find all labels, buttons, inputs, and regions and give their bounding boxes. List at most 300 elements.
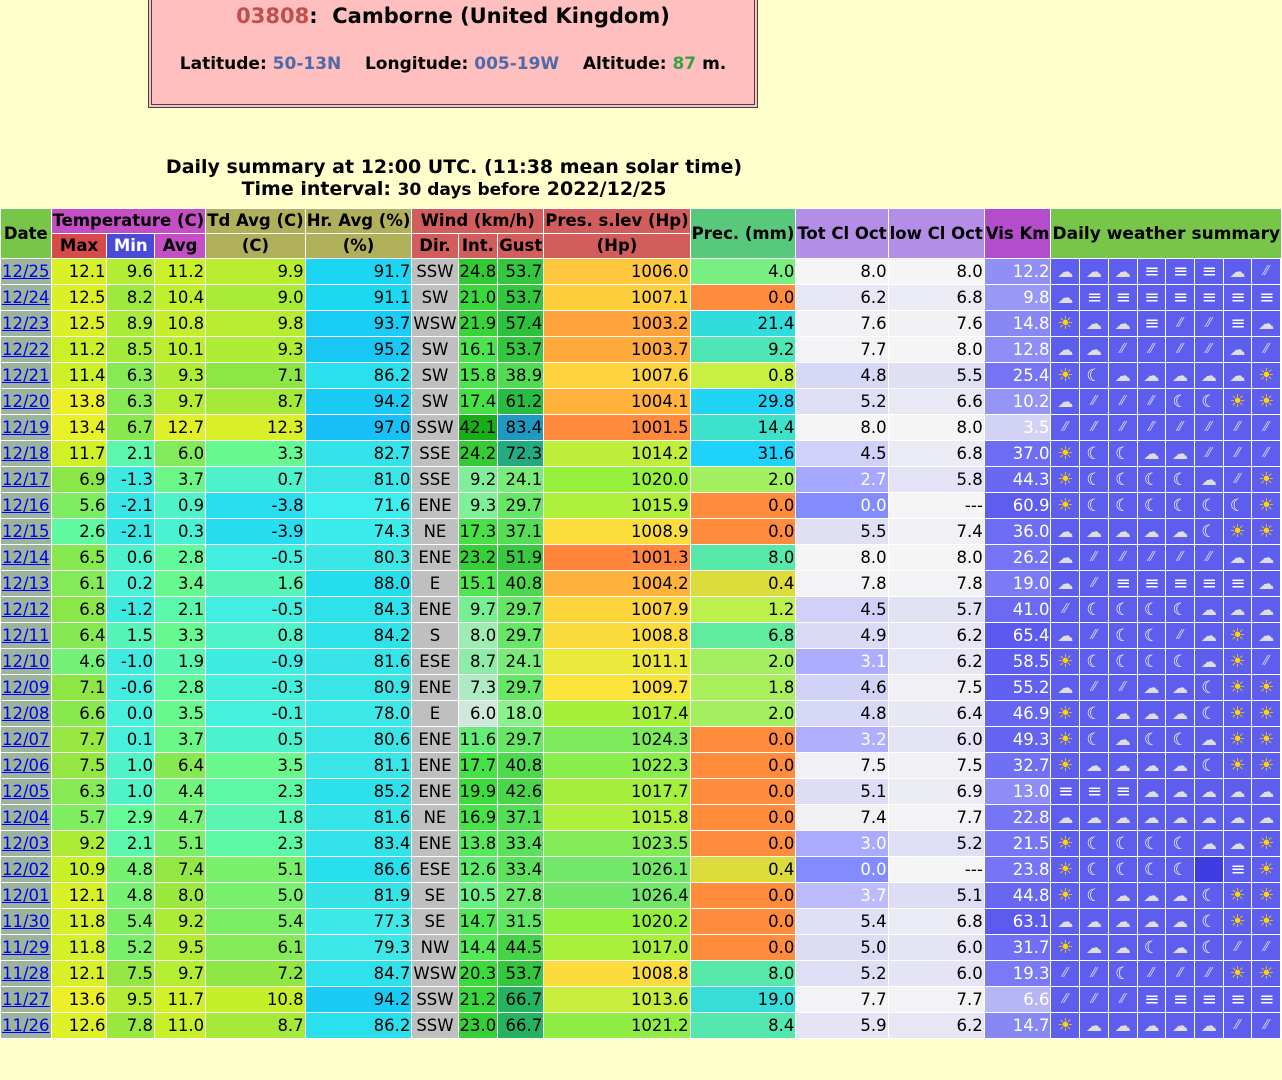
date-link[interactable]: 12/04 (2, 808, 50, 827)
table-row (1, 1013, 1282, 1039)
moon-icon: ☾ (1138, 935, 1167, 960)
date-cell[interactable] (1, 961, 52, 987)
weather-icons-cell (1051, 389, 1282, 415)
cloud-icon: ☁ (1195, 649, 1224, 674)
cloud-icon: ☁ (1109, 727, 1138, 752)
pressure-cell: 1011.1 (544, 649, 690, 675)
precip-cell: 9.2 (690, 337, 796, 363)
wind-gust-cell: 24.1 (498, 467, 544, 493)
cloud-icon: ☁ (1138, 1013, 1167, 1038)
wind-dir-cell: ENE (412, 675, 458, 701)
sun-icon: ☀ (1224, 519, 1253, 544)
moon-icon: ☾ (1195, 493, 1224, 518)
cloud-icon: ☁ (1195, 623, 1224, 648)
date-link[interactable]: 12/24 (2, 288, 50, 307)
wind-dir-cell: E (412, 701, 458, 727)
weather-icons-cell (1051, 285, 1282, 311)
cloud-icon: ☁ (1252, 545, 1281, 570)
weather-icons-cell (1051, 649, 1282, 675)
date-link[interactable]: 12/21 (2, 366, 50, 385)
fog-icon: ≡ (1166, 259, 1195, 284)
moon-icon: ☾ (1138, 649, 1167, 674)
table-row (1, 441, 1282, 467)
cloud-icon: ☁ (1109, 701, 1138, 726)
date-link[interactable]: 12/09 (2, 678, 50, 697)
date-cell[interactable] (1, 493, 52, 519)
precip-cell: 0.0 (690, 779, 796, 805)
cloud-icon: ☁ (1109, 519, 1138, 544)
date-cell[interactable] (1, 649, 52, 675)
cloud-icon: ☁ (1166, 1013, 1195, 1038)
date-cell[interactable] (1, 935, 52, 961)
rain-icon: ⁄⁄ (1109, 389, 1138, 414)
empty-icon (1195, 857, 1224, 882)
date-cell[interactable] (1, 441, 52, 467)
header-td-unit: (C) (206, 234, 306, 259)
rain-icon: ⁄⁄ (1252, 415, 1281, 440)
fog-icon: ≡ (1138, 311, 1167, 336)
cloud-icon: ☁ (1051, 805, 1080, 830)
cloud-icon: ☁ (1080, 909, 1109, 934)
date-cell[interactable] (1, 571, 52, 597)
rain-icon: ⁄⁄ (1109, 987, 1138, 1012)
weather-icons-cell (1051, 701, 1282, 727)
visibility-cell: 12.2 (984, 259, 1051, 285)
humidity-cell: 74.3 (305, 519, 412, 545)
header-visibility: Vis Km (984, 209, 1051, 259)
wind-gust-cell: 40.8 (498, 753, 544, 779)
sun-icon: ☀ (1224, 623, 1253, 648)
pressure-cell: 1004.2 (544, 571, 690, 597)
visibility-cell: 60.9 (984, 493, 1051, 519)
total-cloud-cell: 3.0 (796, 831, 888, 857)
total-cloud-cell: 6.2 (796, 285, 888, 311)
visibility-cell: 26.2 (984, 545, 1051, 571)
date-link[interactable]: 12/08 (2, 704, 50, 723)
avg-temp-cell: 10.4 (155, 285, 206, 311)
cloud-icon: ☁ (1138, 675, 1167, 700)
weather-icons-cell (1051, 259, 1282, 285)
cloud-icon: ☁ (1252, 311, 1281, 336)
cloud-icon: ☁ (1109, 311, 1138, 336)
precip-cell: 0.8 (690, 363, 796, 389)
visibility-cell: 14.7 (984, 1013, 1051, 1039)
total-cloud-cell: 8.0 (796, 545, 888, 571)
cloud-icon: ☁ (1109, 909, 1138, 934)
visibility-cell: 25.4 (984, 363, 1051, 389)
avg-temp-cell: 5.1 (155, 831, 206, 857)
sun-icon: ☀ (1252, 519, 1281, 544)
visibility-cell: 44.8 (984, 883, 1051, 909)
rain-icon: ⁄⁄ (1252, 1013, 1281, 1038)
date-link[interactable]: 12/19 (2, 418, 50, 437)
dew-point-cell: -0.3 (206, 675, 306, 701)
date-link[interactable]: 12/23 (2, 314, 50, 333)
date-cell[interactable] (1, 779, 52, 805)
date-cell[interactable] (1, 259, 52, 285)
dew-point-cell: 6.1 (206, 935, 306, 961)
cloud-icon: ☁ (1051, 675, 1080, 700)
date-cell[interactable] (1, 753, 52, 779)
rain-icon: ⁄⁄ (1051, 415, 1080, 440)
total-cloud-cell: 4.5 (796, 441, 888, 467)
total-cloud-cell: 7.7 (796, 987, 888, 1013)
weather-icons-cell (1051, 1013, 1282, 1039)
wind-int-cell: 10.5 (458, 883, 498, 909)
moon-icon: ☾ (1080, 493, 1109, 518)
min-temp-cell: 2.1 (107, 441, 155, 467)
low-cloud-cell: 6.0 (888, 727, 984, 753)
fog-icon: ≡ (1080, 285, 1109, 310)
pressure-cell: 1026.4 (544, 883, 690, 909)
dew-point-cell: -0.9 (206, 649, 306, 675)
table-row (1, 883, 1282, 909)
rain-icon: ⁄⁄ (1224, 441, 1253, 466)
moon-icon: ☾ (1080, 649, 1109, 674)
humidity-cell: 71.6 (305, 493, 412, 519)
rain-icon: ⁄⁄ (1195, 961, 1224, 986)
fog-icon: ≡ (1195, 285, 1224, 310)
avg-temp-cell: 0.3 (155, 519, 206, 545)
date-link[interactable]: 12/03 (2, 834, 50, 853)
min-temp-cell: 0.2 (107, 571, 155, 597)
cloud-icon: ☁ (1252, 805, 1281, 830)
wind-int-cell: 23.0 (458, 1013, 498, 1039)
rain-icon: ⁄⁄ (1109, 415, 1138, 440)
min-temp-cell: 1.0 (107, 779, 155, 805)
cloud-icon: ☁ (1166, 363, 1195, 388)
wind-dir-cell: ENE (412, 779, 458, 805)
date-cell[interactable] (1, 987, 52, 1013)
date-cell[interactable] (1, 467, 52, 493)
date-cell[interactable] (1, 675, 52, 701)
cloud-icon: ☁ (1109, 259, 1138, 284)
humidity-cell: 86.2 (305, 1013, 412, 1039)
low-cloud-cell: 7.5 (888, 675, 984, 701)
low-cloud-cell: 5.1 (888, 883, 984, 909)
date-link[interactable]: 12/20 (2, 392, 50, 411)
moon-icon: ☾ (1166, 389, 1195, 414)
date-cell[interactable] (1, 1013, 52, 1039)
weather-icons-cell (1051, 493, 1282, 519)
cloud-icon: ☁ (1080, 753, 1109, 778)
low-cloud-cell: 6.2 (888, 649, 984, 675)
rain-icon: ⁄⁄ (1224, 415, 1253, 440)
date-link[interactable]: 12/15 (2, 522, 50, 541)
date-cell[interactable] (1, 883, 52, 909)
rain-icon: ⁄⁄ (1224, 935, 1253, 960)
altitude-label: Altitude: (582, 54, 667, 74)
precip-cell: 0.0 (690, 935, 796, 961)
date-link[interactable]: 12/06 (2, 756, 50, 775)
station-position (152, 54, 754, 74)
min-temp-cell: 6.3 (107, 363, 155, 389)
precip-cell: 21.4 (690, 311, 796, 337)
pressure-cell: 1007.6 (544, 363, 690, 389)
wind-dir-cell: ENE (412, 597, 458, 623)
header-hp: (Hp) (544, 234, 690, 259)
date-link[interactable]: 11/29 (2, 938, 50, 957)
cloud-icon: ☁ (1051, 285, 1080, 310)
max-temp-cell: 5.7 (51, 805, 107, 831)
date-link[interactable]: 11/30 (2, 912, 50, 931)
wind-int-cell: 24.8 (458, 259, 498, 285)
wind-gust-cell: 83.4 (498, 415, 544, 441)
visibility-cell: 10.2 (984, 389, 1051, 415)
humidity-cell: 77.3 (305, 909, 412, 935)
total-cloud-cell: 8.0 (796, 415, 888, 441)
max-temp-cell: 12.1 (51, 961, 107, 987)
weather-icons-cell (1051, 753, 1282, 779)
header-hr-unit: (%) (305, 234, 412, 259)
total-cloud-cell: 7.5 (796, 753, 888, 779)
min-temp-cell: -2.1 (107, 493, 155, 519)
visibility-cell: 31.7 (984, 935, 1051, 961)
cloud-icon: ☁ (1051, 519, 1080, 544)
max-temp-cell: 13.6 (51, 987, 107, 1013)
date-cell[interactable] (1, 389, 52, 415)
date-link[interactable]: 11/26 (2, 1016, 50, 1035)
humidity-cell: 93.7 (305, 311, 412, 337)
max-temp-cell: 12.1 (51, 259, 107, 285)
moon-icon: ☾ (1195, 675, 1224, 700)
date-link[interactable]: 12/10 (2, 652, 50, 671)
date-cell[interactable] (1, 909, 52, 935)
cloud-icon: ☁ (1080, 519, 1109, 544)
total-cloud-cell: 3.1 (796, 649, 888, 675)
humidity-cell: 91.7 (305, 259, 412, 285)
summary-label: Daily summary at (165, 156, 355, 178)
total-cloud-cell: 7.8 (796, 571, 888, 597)
min-temp-cell: 5.2 (107, 935, 155, 961)
date-cell[interactable] (1, 857, 52, 883)
wind-dir-cell: SE (412, 909, 458, 935)
low-cloud-cell: 7.7 (888, 987, 984, 1013)
date-link[interactable]: 12/22 (2, 340, 50, 359)
fog-icon: ≡ (1166, 571, 1195, 596)
max-temp-cell: 10.9 (51, 857, 107, 883)
date-link[interactable]: 12/05 (2, 782, 50, 801)
fog-icon: ≡ (1224, 285, 1253, 310)
cloud-icon: ☁ (1166, 805, 1195, 830)
date-cell[interactable] (1, 311, 52, 337)
date-cell[interactable] (1, 701, 52, 727)
dew-point-cell: 9.8 (206, 311, 306, 337)
table-row (1, 987, 1282, 1013)
pressure-cell: 1007.1 (544, 285, 690, 311)
date-link[interactable]: 12/13 (2, 574, 50, 593)
date-cell[interactable] (1, 805, 52, 831)
sun-icon: ☀ (1051, 311, 1080, 336)
avg-temp-cell: 3.7 (155, 727, 206, 753)
wind-gust-cell: 53.7 (498, 961, 544, 987)
moon-icon: ☾ (1080, 727, 1109, 752)
max-temp-cell: 7.1 (51, 675, 107, 701)
fog-icon: ≡ (1138, 259, 1167, 284)
date-link[interactable]: 11/28 (2, 964, 50, 983)
dew-point-cell: 5.4 (206, 909, 306, 935)
wind-gust-cell: 44.5 (498, 935, 544, 961)
cloud-icon: ☁ (1138, 701, 1167, 726)
sun-icon: ☀ (1224, 701, 1253, 726)
cloud-icon: ☁ (1224, 597, 1253, 622)
moon-icon: ☾ (1195, 935, 1224, 960)
dew-point-cell: 1.6 (206, 571, 306, 597)
precip-cell: 0.0 (690, 909, 796, 935)
date-link[interactable]: 12/11 (2, 626, 50, 645)
date-cell[interactable] (1, 831, 52, 857)
date-cell[interactable] (1, 597, 52, 623)
cloud-icon: ☁ (1195, 597, 1224, 622)
max-temp-cell: 13.8 (51, 389, 107, 415)
header-daily-summary: Daily weather summary (1051, 209, 1282, 259)
date-cell[interactable] (1, 519, 52, 545)
pressure-cell: 1024.3 (544, 727, 690, 753)
wind-dir-cell: SSW (412, 1013, 458, 1039)
wind-gust-cell: 40.8 (498, 571, 544, 597)
fog-icon: ≡ (1051, 779, 1080, 804)
precip-cell: 2.0 (690, 467, 796, 493)
table-row (1, 571, 1282, 597)
date-link[interactable]: 12/12 (2, 600, 50, 619)
wind-int-cell: 9.7 (458, 597, 498, 623)
moon-icon: ☾ (1109, 961, 1138, 986)
header-dir: Dir. (412, 234, 458, 259)
pressure-cell: 1007.9 (544, 597, 690, 623)
date-cell[interactable] (1, 415, 52, 441)
date-cell[interactable] (1, 363, 52, 389)
moon-icon: ☾ (1080, 597, 1109, 622)
cloud-icon: ☁ (1138, 883, 1167, 908)
total-cloud-cell: 3.2 (796, 727, 888, 753)
moon-icon: ☾ (1166, 467, 1195, 492)
wind-gust-cell: 42.6 (498, 779, 544, 805)
wind-dir-cell: SSW (412, 415, 458, 441)
date-cell[interactable] (1, 623, 52, 649)
wind-dir-cell: SSW (412, 987, 458, 1013)
date-link[interactable]: 12/02 (2, 860, 50, 879)
wind-gust-cell: 72.3 (498, 441, 544, 467)
total-cloud-cell: 3.7 (796, 883, 888, 909)
date-cell[interactable] (1, 545, 52, 571)
moon-icon: ☾ (1166, 597, 1195, 622)
header-temperature: Temperature (C) (51, 209, 206, 234)
wind-int-cell: 42.1 (458, 415, 498, 441)
visibility-cell: 23.8 (984, 857, 1051, 883)
table-row (1, 675, 1282, 701)
pressure-cell: 1020.2 (544, 909, 690, 935)
avg-temp-cell: 9.2 (155, 909, 206, 935)
rain-icon: ⁄⁄ (1109, 337, 1138, 362)
total-cloud-cell: 7.6 (796, 311, 888, 337)
max-temp-cell: 12.1 (51, 883, 107, 909)
max-temp-cell: 11.2 (51, 337, 107, 363)
cloud-icon: ☁ (1195, 363, 1224, 388)
rain-icon: ⁄⁄ (1080, 675, 1109, 700)
wind-dir-cell: ESE (412, 857, 458, 883)
wind-dir-cell: SW (412, 363, 458, 389)
rain-icon: ⁄⁄ (1080, 987, 1109, 1012)
date-link[interactable]: 12/01 (2, 886, 50, 905)
low-cloud-cell: 7.4 (888, 519, 984, 545)
avg-temp-cell: 0.9 (155, 493, 206, 519)
date-link[interactable]: 12/14 (2, 548, 50, 567)
low-cloud-cell: 5.8 (888, 467, 984, 493)
total-cloud-cell: 4.9 (796, 623, 888, 649)
station-name: Camborne (United Kingdom) (332, 4, 670, 28)
wind-dir-cell: SSW (412, 259, 458, 285)
low-cloud-cell: 7.6 (888, 311, 984, 337)
max-temp-cell: 12.5 (51, 311, 107, 337)
rain-icon: ⁄⁄ (1195, 415, 1224, 440)
date-link[interactable]: 12/25 (2, 262, 50, 281)
cloud-icon: ☁ (1051, 545, 1080, 570)
table-row (1, 779, 1282, 805)
date-link[interactable]: 11/27 (2, 990, 50, 1009)
precip-cell: 31.6 (690, 441, 796, 467)
pressure-cell: 1015.8 (544, 805, 690, 831)
wind-gust-cell: 33.4 (498, 831, 544, 857)
cloud-icon: ☁ (1166, 675, 1195, 700)
precip-cell: 14.4 (690, 415, 796, 441)
cloud-icon: ☁ (1109, 753, 1138, 778)
avg-temp-cell: 3.7 (155, 467, 206, 493)
sun-icon: ☀ (1051, 883, 1080, 908)
date-cell[interactable] (1, 337, 52, 363)
humidity-cell: 83.4 (305, 831, 412, 857)
rain-icon: ⁄⁄ (1138, 337, 1167, 362)
min-temp-cell: 4.8 (107, 857, 155, 883)
visibility-cell: 49.3 (984, 727, 1051, 753)
weather-icons-cell (1051, 337, 1282, 363)
date-link[interactable]: 12/07 (2, 730, 50, 749)
weather-icons-cell (1051, 467, 1282, 493)
cloud-icon: ☁ (1224, 831, 1253, 856)
precip-cell: 0.0 (690, 519, 796, 545)
wind-dir-cell: E (412, 571, 458, 597)
pressure-cell: 1013.6 (544, 987, 690, 1013)
moon-icon: ☾ (1166, 493, 1195, 518)
avg-temp-cell: 7.4 (155, 857, 206, 883)
weather-icons-cell (1051, 831, 1282, 857)
dew-point-cell: 0.5 (206, 727, 306, 753)
rain-icon: ⁄⁄ (1252, 935, 1281, 960)
date-cell[interactable] (1, 285, 52, 311)
cloud-icon: ☁ (1166, 909, 1195, 934)
min-temp-cell: 2.1 (107, 831, 155, 857)
cloud-icon: ☁ (1224, 363, 1253, 388)
date-cell[interactable] (1, 727, 52, 753)
wind-int-cell: 23.2 (458, 545, 498, 571)
wind-gust-cell: 66.7 (498, 987, 544, 1013)
total-cloud-cell: 2.7 (796, 467, 888, 493)
date-link[interactable]: 12/18 (2, 444, 50, 463)
wind-gust-cell: 53.7 (498, 259, 544, 285)
min-temp-cell: 0.1 (107, 727, 155, 753)
table-row (1, 961, 1282, 987)
date-link[interactable]: 12/17 (2, 470, 50, 489)
max-temp-cell: 2.6 (51, 519, 107, 545)
dew-point-cell: 7.1 (206, 363, 306, 389)
visibility-cell: 36.0 (984, 519, 1051, 545)
date-link[interactable]: 12/16 (2, 496, 50, 515)
max-temp-cell: 5.6 (51, 493, 107, 519)
moon-icon: ☾ (1109, 597, 1138, 622)
moon-icon: ☾ (1195, 389, 1224, 414)
precip-cell: 29.8 (690, 389, 796, 415)
sun-icon: ☀ (1224, 727, 1253, 752)
cloud-icon: ☁ (1138, 909, 1167, 934)
